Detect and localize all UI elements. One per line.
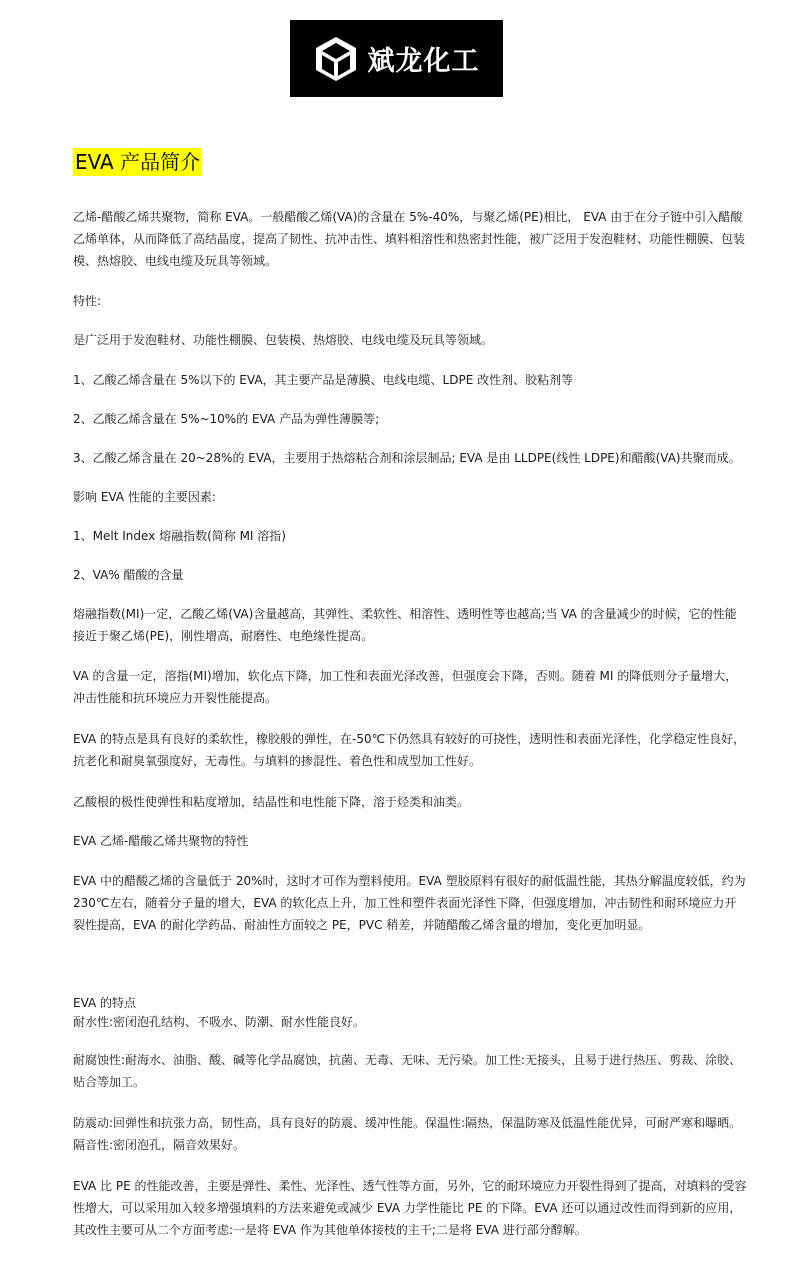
paragraph-acetate: 乙酸根的极性使弹性和粘度增加，结晶性和电性能下降，溶于烃类和油类。: [73, 795, 470, 809]
list-item-2: 2、乙酸乙烯含量在 5%~10%的 EVA 产品为弹性薄膜等;: [73, 412, 380, 426]
company-logo: [290, 20, 503, 97]
paragraph-corrosion: 耐腐蚀性:耐海水、油脂、酸、碱等化学品腐蚀，抗菌、无毒、无味、无污染。加工性:无接头，且易于进行热压、剪裁、涂胶、贴合等加工。: [73, 1053, 742, 1089]
paragraph-water-resistance: 耐水性:密闭泡孔结构、不吸水、防潮、耐水性能良好。: [73, 1015, 366, 1029]
factor-item-2: 2、VA% 醋酸的含量: [73, 568, 184, 582]
paragraph-copolymer-heading: EVA 乙烯-醋酸乙烯共聚物的特性: [73, 834, 249, 848]
cube-logo-icon: [314, 35, 358, 83]
paragraph-uses: 是广泛用于发泡鞋材、功能性棚膜、包装模、热熔胶、电线电缆及玩具等领域。: [73, 333, 494, 347]
logo-text: 斌龙化工: [367, 46, 480, 77]
paragraph-mi: 熔融指数(MI)一定，乙酸乙烯(VA)含量越高，其弹性、柔软性、相溶性、透明性等也越高;当 VA 的含量减少的时候，它的性能接近于聚乙烯(PE)，刚性增高，耐磨性、电绝缘性提高。: [73, 607, 737, 643]
list-item-3: 3、乙酸乙烯含量在 20~28%的 EVA，主要用于热熔粘合剂和涂层制品; EVA 是由 LLDPE(线性 LDPE)和醋酸(VA)共聚而成。: [73, 451, 741, 465]
factor-item-1: 1、Melt Index 熔融指数(简称 MI 溶指): [73, 529, 286, 543]
paragraph-plastic-use: EVA 中的醋酸乙烯的含量低于 20%时，这时才可作为塑料使用。EVA 塑胶原料有很好的耐低温性能，其热分解温度较低，约为230℃左右，随着分子量的增大，EVA 的软化点上升，加工性和塑件表面光泽性下降，但强度增加，冲击韧性和耐环境应力开裂性提高，EVA 的耐化学药品、耐油性方面较之 PE，PVC 稍差，并随醋酸乙烯含量的增加，变化更加明显。: [73, 874, 746, 932]
page-title: EVA 产品简介: [75, 150, 201, 174]
list-item-1: 1、乙酸乙烯含量在 5%以下的 EVA，其主要产品是薄膜、电线电缆、LDPE 改性剂、胶粘剂等: [73, 373, 574, 387]
paragraph-eva-traits: EVA 的特点是具有良好的柔软性，橡胶般的弹性，在-50℃下仍然具有较好的可挠性，透明性和表面光泽性，化学稳定性良好，抗老化和耐臭氧强度好，无毒性。与填料的掺混性、着色性和成型加工性好。: [73, 732, 746, 768]
paragraph-eva-vs-pe: EVA 比 PE 的性能改善，主要是弹性、柔性、光泽性、透气性等方面，另外，它的耐环境应力开裂性得到了提高，对填料的受容性增大，可以采用加入较多增强填料的方法来避免或减少 EVA 力学性能比 PE 的下降。EVA 还可以通过改性而得到新的应用，其改性主要可从二个方面考虑:一是将 EVA 作为其他单体接枝的主干;二是将 EVA 进行部分醇解。: [73, 1179, 747, 1237]
paragraph-factors-label: 影响 EVA 性能的主要因素:: [73, 490, 216, 504]
paragraph-va: VA 的含量一定，溶指(MI)增加，软化点下降，加工性和表面光泽改善，但强度会下降，否则。随着 MI 的降低则分子量增大，冲击性能和抗环境应力开裂性能提高。: [73, 669, 738, 705]
paragraph-intro: 乙烯-醋酸乙烯共聚物，简称 EVA。一般醋酸乙烯(VA)的含量在 5%-40%，与聚乙烯(PE)相比， EVA 由于在分子链中引入醋酸乙烯单体，从而降低了高结晶度，提高了韧性、抗冲击性、填料相溶性和热密封性能，被广泛用于发泡鞋材、功能性棚膜、包装模、热熔胶、电线电缆及玩具等领域。: [73, 210, 746, 268]
paragraph-eva-features-heading: EVA 的特点: [73, 996, 137, 1010]
paragraph-shock: 防震动:回弹性和抗张力高，韧性高，具有良好的防震、缓冲性能。保温性:隔热，保温防寒及低温性能优异，可耐严寒和曝晒。隔音性:密闭泡孔，隔音效果好。: [73, 1116, 742, 1152]
paragraph-features-label: 特性:: [73, 294, 102, 308]
